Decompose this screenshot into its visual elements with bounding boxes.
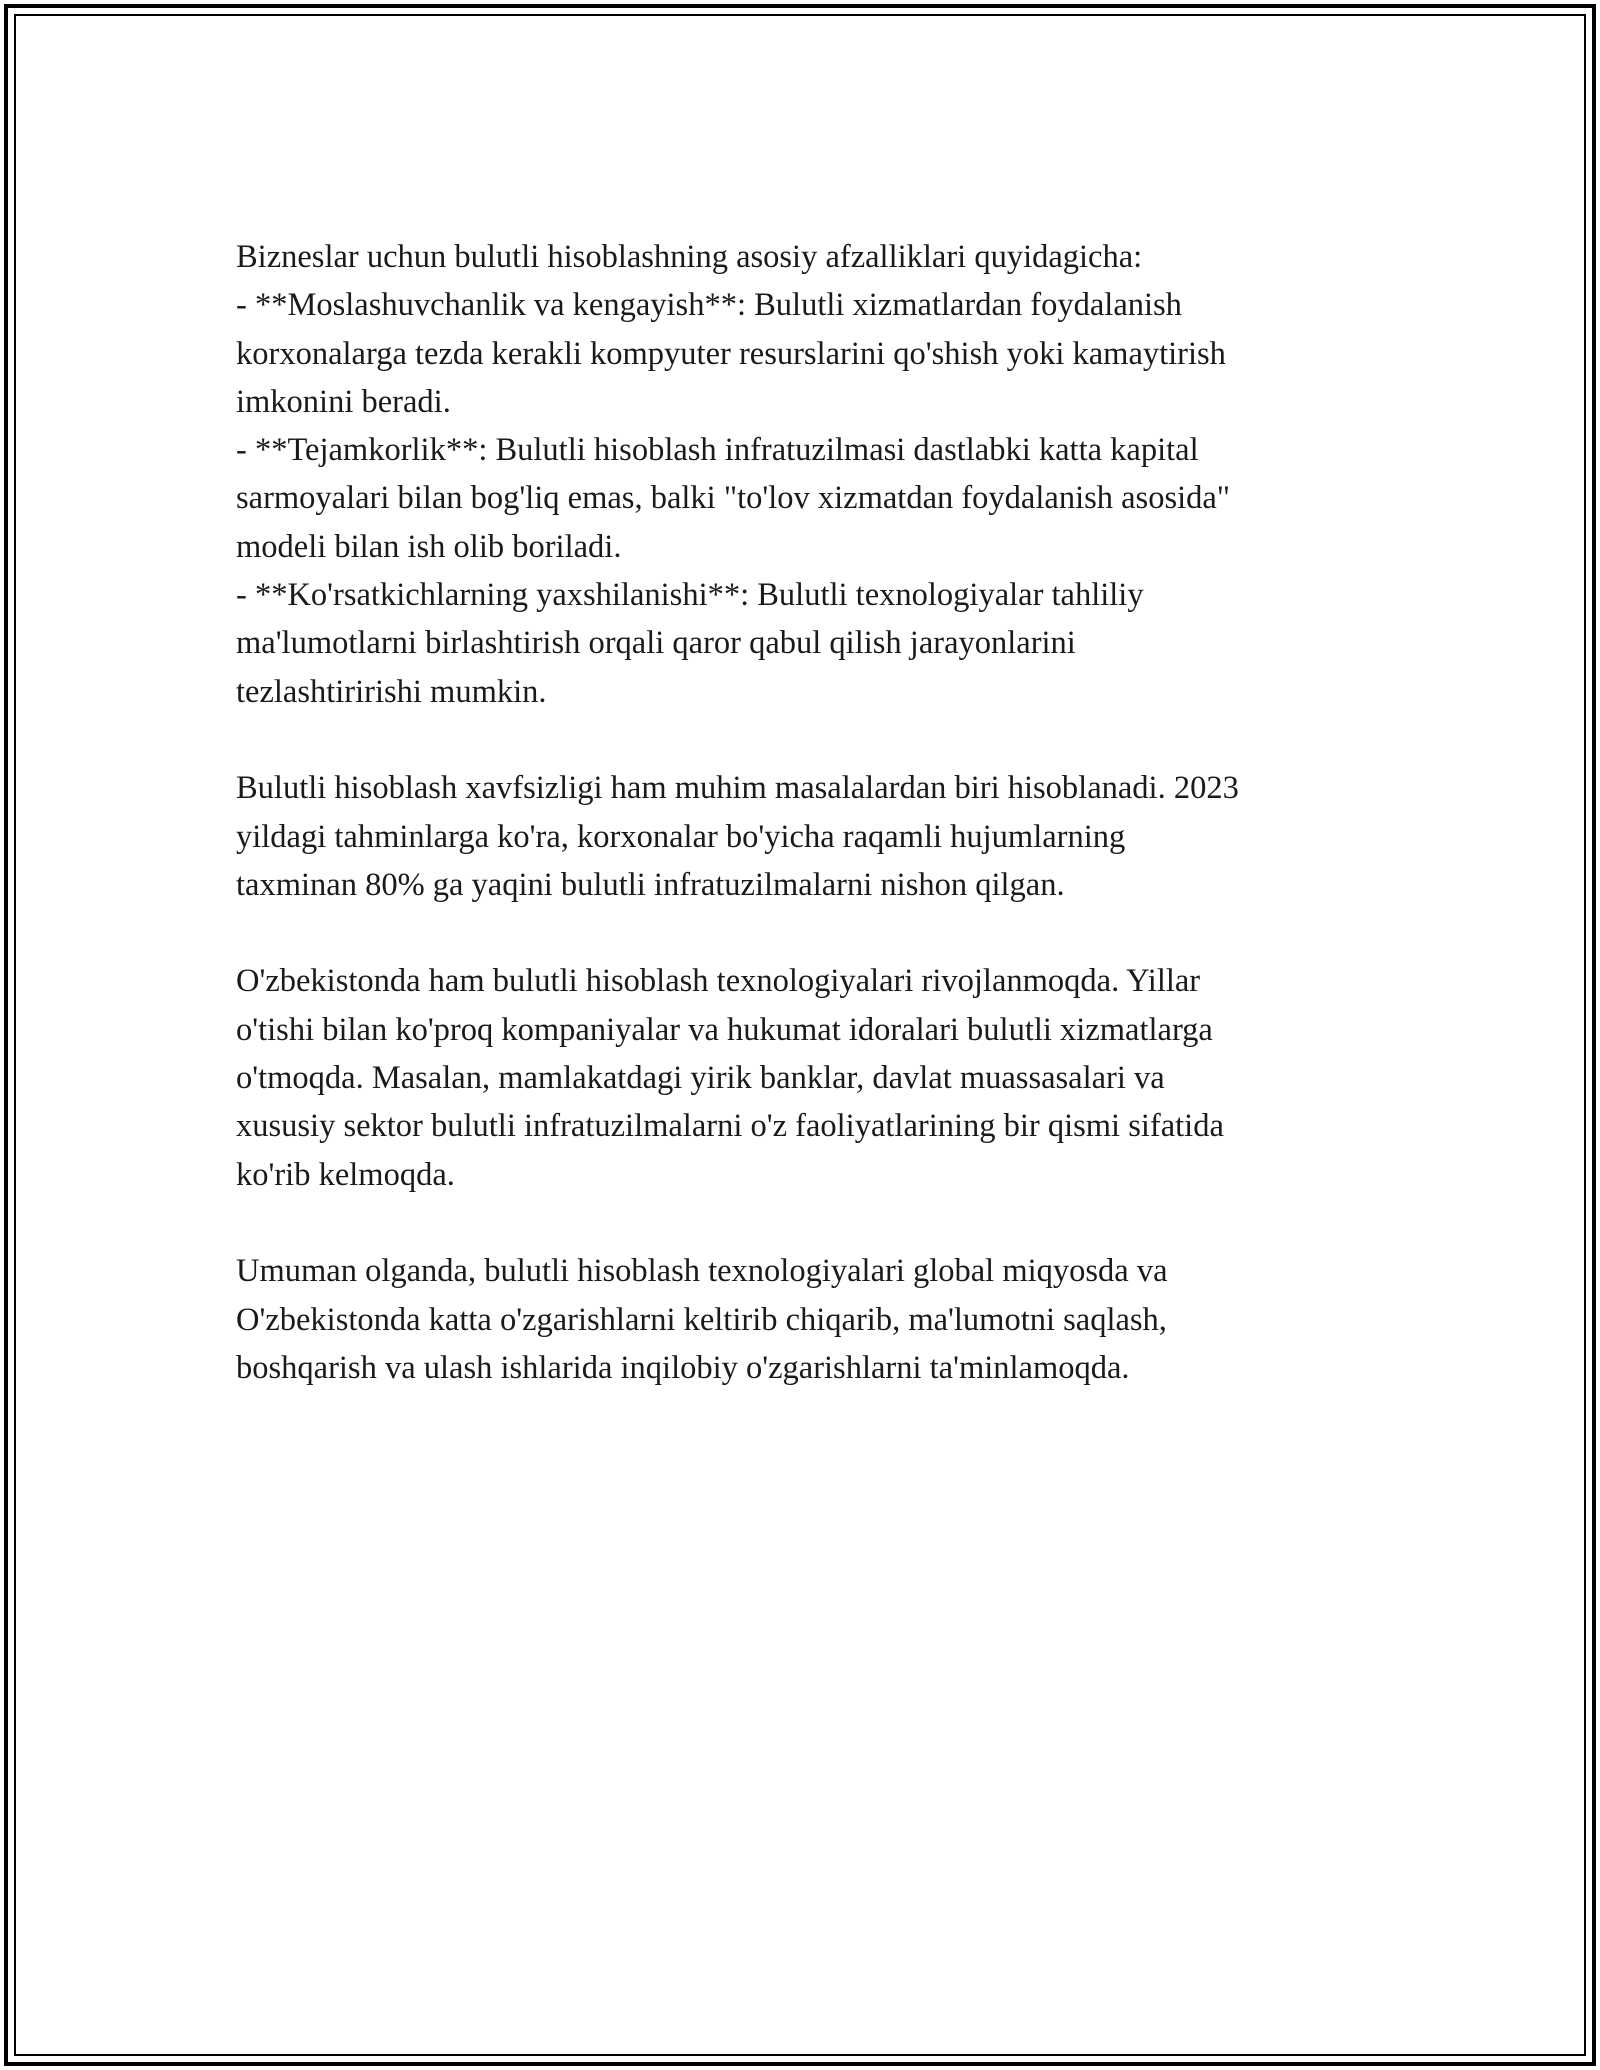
text-line: imkonini beradi. [236,383,451,420]
paragraph-gap [236,909,1396,957]
text-line: Bizneslar uchun bulutli hisoblashning asosiy afzalliklari quyidagicha: [236,239,1143,275]
text-line: ko'rib kelmoqda. [236,1156,455,1193]
text-line: taxminan 80% ga yaqini bulutli infratuzilmalarni nishon qilgan. [236,866,1065,903]
text-line: o'tmoqda. Masalan, mamlakatdagi yirik banklar, davlat muassasalari va [236,1060,1165,1097]
paragraph-conclusion [236,1247,1396,1392]
text-line: xususiy sektor bulutli infratuzilmalarni o'z faoliyatlarining bir qismi sifatida [236,1108,1224,1145]
text-line: Bulutli hisoblash xavfsizligi ham muhim masalalardan biri hisoblanadi. 2023 [236,770,1239,807]
text-line: boshqarish va ulash ishlarida inqilobiy o'zgarishlarni ta'minlamoqda. [236,1349,1130,1386]
text-line: - **Moslashuvchanlik va kengayish**: Bulutli xizmatlardan foydalanish [236,287,1182,324]
paragraph-uzbekistan [236,957,1396,1198]
text-line: tezlashtiririshi mumkin. [236,673,547,710]
text-line: O'zbekistonda katta o'zgarishlarni keltirib chiqarib, ma'lumotni saqlash, [236,1301,1167,1338]
text-line: O'zbekistonda ham bulutli hisoblash texnologiyalari rivojlanmoqda. Yillar [236,963,1201,1000]
text-line: sarmoyalari bilan bog'liq emas, balki "to'lov xizmatdan foydalanish asosida" [236,480,1231,517]
paragraph-gap [236,1199,1396,1247]
paragraph-security [236,764,1396,909]
text-line: yildagi tahminlarga ko'ra, korxonalar bo'yicha raqamli hujumlarning [236,818,1126,855]
text-line: korxonalarga tezda kerakli kompyuter resurslarini qo'shish yoki kamaytirish [236,335,1226,372]
text-line: o'tishi bilan ko'proq kompaniyalar va hukumat idoralari bulutli xizmatlarga [236,1011,1213,1048]
text-line: ma'lumotlarni birlashtirish orqali qaror qabul qilish jarayonlarini [236,625,1076,662]
paragraph-gap [236,716,1396,764]
text-line: - **Ko'rsatkichlarning yaxshilanishi**: Bulutli texnologiyalar tahliliy [236,577,1144,614]
document-body [236,233,1396,1392]
text-line: Umuman olganda, bulutli hisoblash texnologiyalari global miqyosda va [236,1253,1168,1290]
text-line: - **Tejamkorlik**: Bulutli hisoblash infratuzilmasi dastlabki katta kapital [236,432,1199,469]
paragraph-benefits [236,233,1396,716]
text-line: modeli bilan ish olib boriladi. [236,528,622,565]
